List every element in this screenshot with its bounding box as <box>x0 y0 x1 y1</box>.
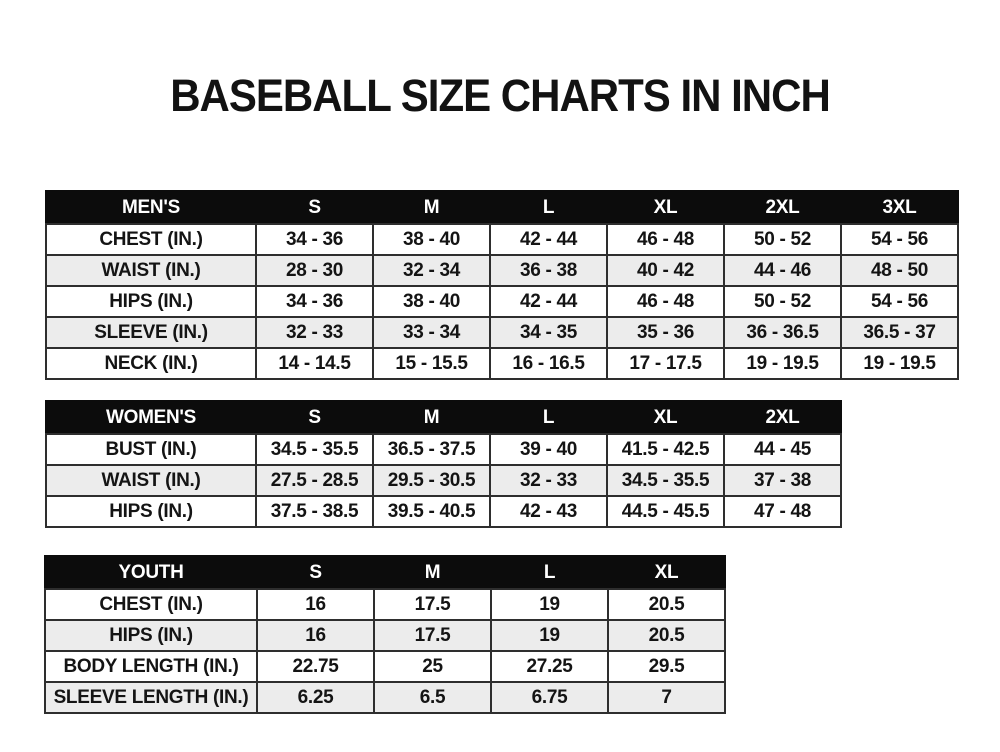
mens-size-table <box>45 190 959 380</box>
table-row <box>46 224 958 255</box>
measurement-label: HIPS (IN.) <box>46 286 256 317</box>
size-value: 50 - 52 <box>724 286 841 317</box>
size-value: 17 - 17.5 <box>607 348 724 379</box>
table-row <box>46 286 958 317</box>
table-row <box>45 620 725 651</box>
womens-size-header: S <box>256 401 373 434</box>
size-value: 44.5 - 45.5 <box>607 496 724 527</box>
size-value: 15 - 15.5 <box>373 348 490 379</box>
size-value: 16 <box>257 589 374 620</box>
measurement-label: HIPS (IN.) <box>46 496 256 527</box>
table-row <box>46 496 841 527</box>
size-value: 17.5 <box>374 620 491 651</box>
measurement-label: WAIST (IN.) <box>46 465 256 496</box>
size-value: 42 - 44 <box>490 224 607 255</box>
table-row <box>46 434 841 465</box>
youth-size-header: XL <box>608 556 725 589</box>
size-value: 34.5 - 35.5 <box>256 434 373 465</box>
size-value: 20.5 <box>608 620 725 651</box>
size-value: 46 - 48 <box>607 224 724 255</box>
womens-group-label: WOMEN'S <box>46 401 256 434</box>
size-value: 28 - 30 <box>256 255 373 286</box>
size-value: 16 <box>257 620 374 651</box>
womens-size-table <box>45 400 842 528</box>
size-value: 36.5 - 37.5 <box>373 434 490 465</box>
size-value: 27.5 - 28.5 <box>256 465 373 496</box>
table-row <box>46 255 958 286</box>
size-value: 41.5 - 42.5 <box>607 434 724 465</box>
womens-size-header: XL <box>607 401 724 434</box>
mens-header-row <box>46 191 958 224</box>
size-value: 29.5 - 30.5 <box>373 465 490 496</box>
size-value: 16 - 16.5 <box>490 348 607 379</box>
size-value: 50 - 52 <box>724 224 841 255</box>
table-row <box>46 317 958 348</box>
table-row <box>46 348 958 379</box>
measurement-label: SLEEVE (IN.) <box>46 317 256 348</box>
size-value: 32 - 34 <box>373 255 490 286</box>
youth-size-table <box>44 555 726 714</box>
size-value: 20.5 <box>608 589 725 620</box>
womens-header-row <box>46 401 841 434</box>
size-value: 38 - 40 <box>373 286 490 317</box>
size-value: 36 - 36.5 <box>724 317 841 348</box>
size-value: 38 - 40 <box>373 224 490 255</box>
size-value: 54 - 56 <box>841 224 958 255</box>
youth-header-row <box>45 556 725 589</box>
size-value: 44 - 45 <box>724 434 841 465</box>
size-value: 32 - 33 <box>490 465 607 496</box>
womens-size-header: M <box>373 401 490 434</box>
size-value: 27.25 <box>491 651 608 682</box>
size-value: 34 - 36 <box>256 286 373 317</box>
size-value: 6.75 <box>491 682 608 713</box>
size-value: 29.5 <box>608 651 725 682</box>
mens-size-header: 2XL <box>724 191 841 224</box>
womens-size-table <box>45 400 842 528</box>
size-value: 47 - 48 <box>724 496 841 527</box>
size-value: 42 - 44 <box>490 286 607 317</box>
size-value: 6.5 <box>374 682 491 713</box>
mens-size-header: XL <box>607 191 724 224</box>
size-value: 34 - 36 <box>256 224 373 255</box>
size-value: 40 - 42 <box>607 255 724 286</box>
youth-size-table <box>44 555 726 714</box>
youth-group-label: YOUTH <box>45 556 257 589</box>
size-value: 14 - 14.5 <box>256 348 373 379</box>
size-value: 33 - 34 <box>373 317 490 348</box>
size-value: 22.75 <box>257 651 374 682</box>
measurement-label: BODY LENGTH (IN.) <box>45 651 257 682</box>
measurement-label: SLEEVE LENGTH (IN.) <box>45 682 257 713</box>
size-value: 35 - 36 <box>607 317 724 348</box>
size-value: 36 - 38 <box>490 255 607 286</box>
page-title: BASEBALL SIZE CHARTS IN INCH <box>170 70 830 121</box>
measurement-label: CHEST (IN.) <box>45 589 257 620</box>
size-value: 32 - 33 <box>256 317 373 348</box>
measurement-label: BUST (IN.) <box>46 434 256 465</box>
size-value: 48 - 50 <box>841 255 958 286</box>
size-value: 19 <box>491 589 608 620</box>
mens-size-table <box>45 190 959 380</box>
womens-size-header: 2XL <box>724 401 841 434</box>
table-row <box>45 651 725 682</box>
size-value: 17.5 <box>374 589 491 620</box>
measurement-label: NECK (IN.) <box>46 348 256 379</box>
size-value: 42 - 43 <box>490 496 607 527</box>
table-row <box>45 589 725 620</box>
size-value: 39 - 40 <box>490 434 607 465</box>
womens-size-header: L <box>490 401 607 434</box>
size-value: 19 <box>491 620 608 651</box>
measurement-label: HIPS (IN.) <box>45 620 257 651</box>
youth-size-header: S <box>257 556 374 589</box>
size-value: 54 - 56 <box>841 286 958 317</box>
mens-size-header: L <box>490 191 607 224</box>
size-value: 19 - 19.5 <box>724 348 841 379</box>
size-value: 44 - 46 <box>724 255 841 286</box>
table-row <box>45 682 725 713</box>
size-value: 34 - 35 <box>490 317 607 348</box>
youth-size-header: L <box>491 556 608 589</box>
size-value: 7 <box>608 682 725 713</box>
size-value: 37 - 38 <box>724 465 841 496</box>
size-value: 25 <box>374 651 491 682</box>
mens-size-header: 3XL <box>841 191 958 224</box>
size-value: 34.5 - 35.5 <box>607 465 724 496</box>
measurement-label: CHEST (IN.) <box>46 224 256 255</box>
size-value: 46 - 48 <box>607 286 724 317</box>
mens-size-header: S <box>256 191 373 224</box>
youth-size-header: M <box>374 556 491 589</box>
mens-size-header: M <box>373 191 490 224</box>
measurement-label: WAIST (IN.) <box>46 255 256 286</box>
size-value: 19 - 19.5 <box>841 348 958 379</box>
size-value: 37.5 - 38.5 <box>256 496 373 527</box>
size-value: 6.25 <box>257 682 374 713</box>
size-value: 36.5 - 37 <box>841 317 958 348</box>
size-value: 39.5 - 40.5 <box>373 496 490 527</box>
mens-group-label: MEN'S <box>46 191 256 224</box>
table-row <box>46 465 841 496</box>
